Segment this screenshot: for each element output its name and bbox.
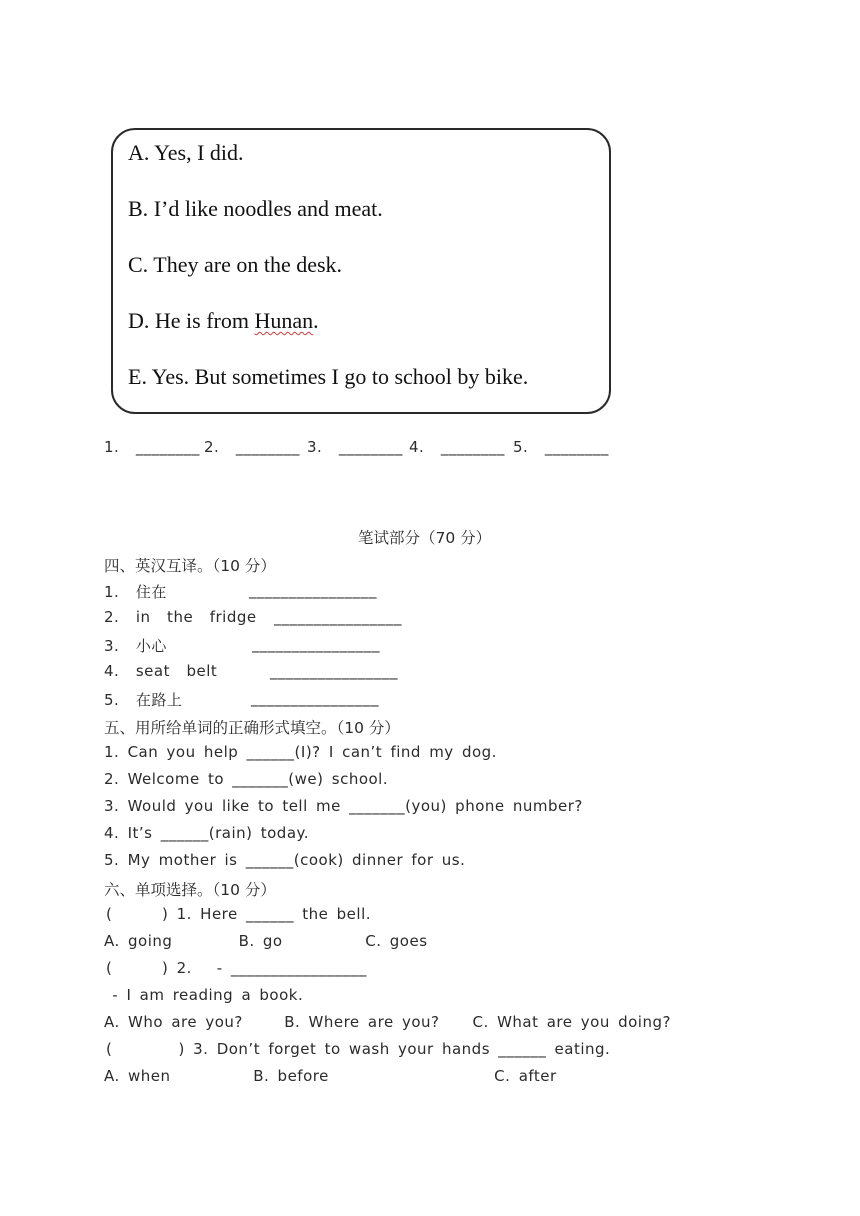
s5-item-3: 3. Would you like to tell me _______(you) phone number? (104, 797, 583, 815)
s4-question-3: 3. 小心 (104, 637, 167, 655)
section6-heading: 六、单项选择。（10 分） (104, 881, 276, 899)
option-c: C. They are on the desk. (128, 252, 343, 277)
s5-item-2: 2. Welcome to _______(we) school. (104, 770, 389, 788)
written-part-title: 笔试部分（70 分） (358, 529, 492, 547)
s4-blank-3: ________________ (252, 635, 380, 653)
s4-blank-2: ________________ (274, 608, 402, 626)
option-d: D. He is from Hunan. (128, 308, 319, 333)
s5-item-4: 4. It’s ______(rain) today. (104, 824, 310, 842)
s4-question-4: 4. seat belt (104, 662, 218, 680)
answer-blank-3: 3. ________ (307, 438, 403, 456)
s6-options-1: A. going B. go C. goes (104, 932, 428, 950)
s6-options-2: A. Who are you? B. Where are you? C. What are you doing? (104, 1013, 671, 1031)
s6-question-3: ( ) 3. Don’t forget to wash your hands ______ eating. (106, 1040, 611, 1058)
s4-question-5: 5. 在路上 (104, 691, 183, 709)
s4-blank-1: ________________ (249, 581, 377, 599)
option-e: E. Yes. But sometimes I go to school by bike. (128, 364, 529, 389)
option-b: B. I’d like noodles and meat. (128, 196, 383, 221)
s5-item-1: 1. Can you help ______(I)? I can’t find my dog. (104, 743, 497, 761)
answer-blank-1: 1. ________ (104, 438, 200, 456)
s4-blank-4: ________________ (270, 662, 398, 680)
option-a: A. Yes, I did. (128, 140, 244, 165)
s5-item-5: 5. My mother is ______(cook) dinner for us. (104, 851, 466, 869)
answer-blank-5: 5. ________ (513, 438, 609, 456)
section4-heading: 四、英汉互译。（10 分） (104, 557, 276, 575)
section5-heading: 五、用所给单词的正确形式填空。（10 分） (104, 719, 400, 737)
answer-blank-4: 4. ________ (409, 438, 505, 456)
s6-options-3: A. when B. before C. after (104, 1067, 557, 1085)
s4-question-2: 2. in the fridge (104, 608, 257, 626)
answer-blank-2: 2. ________ (204, 438, 300, 456)
s6-dialogue-reply: - I am reading a book. (104, 986, 304, 1004)
s4-blank-5: ________________ (251, 689, 379, 707)
s4-question-1: 1. 住在 (104, 583, 167, 601)
spellcheck-word: Hunan (254, 308, 314, 333)
s6-question-1: ( ) 1. Here ______ the bell. (106, 905, 372, 923)
s6-question-2: ( ) 2. - _________________ (106, 959, 367, 977)
